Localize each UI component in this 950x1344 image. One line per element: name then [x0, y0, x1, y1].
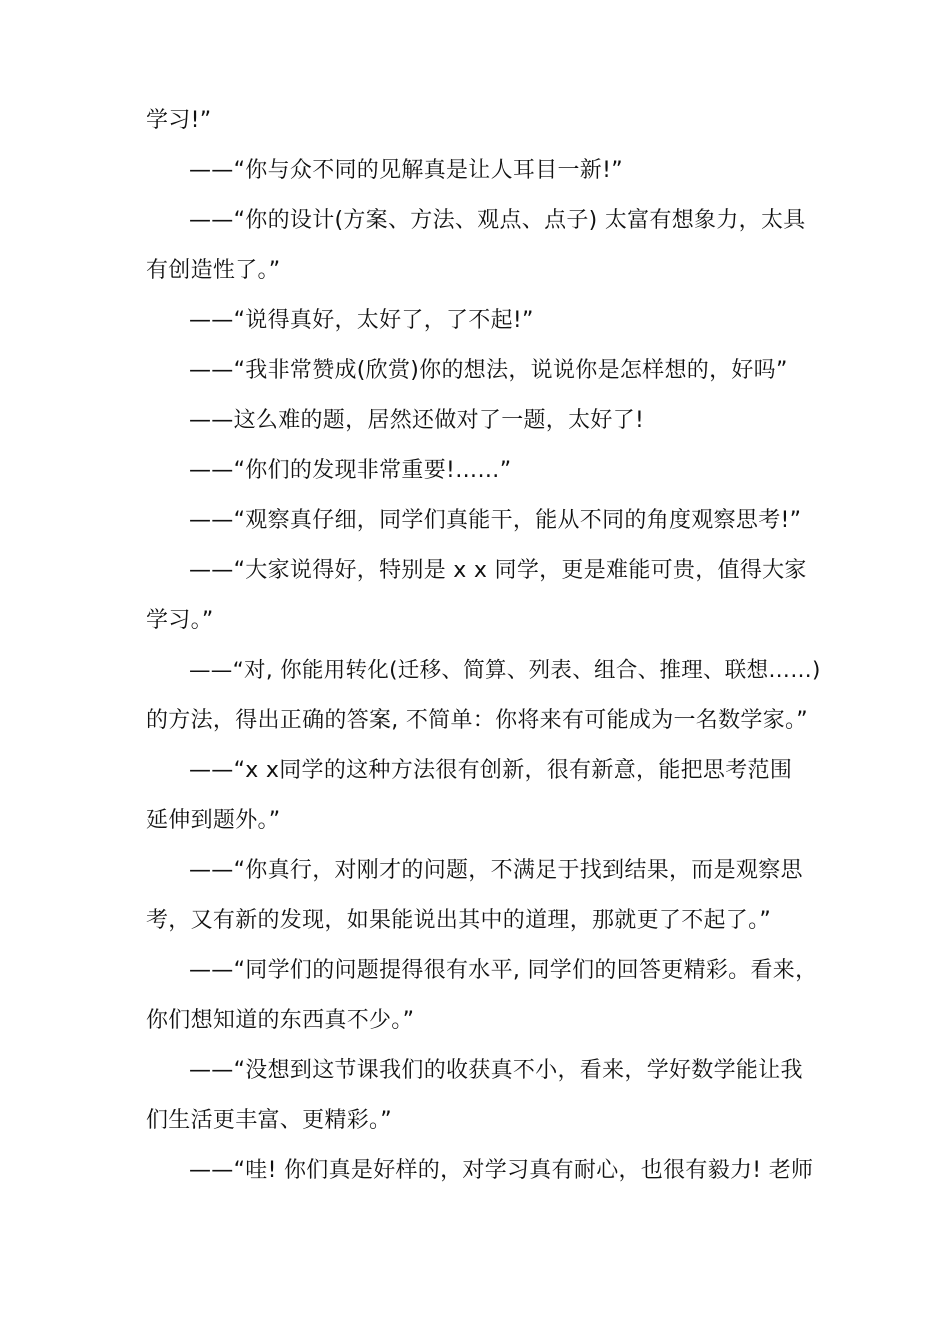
text-line: ——“对, 你能用转化(迁移、简算、列表、组合、推理、联想……)	[189, 658, 821, 683]
text-line: ——“你真行，对刚才的问题，不满足于找到结果，而是观察思	[189, 858, 803, 883]
text-line: 学习。”	[146, 608, 214, 633]
text-line: 们生活更丰富、更精彩。”	[146, 1108, 392, 1133]
text-line: ——“说得真好，太好了，了不起!”	[189, 308, 534, 333]
text-line: ——“我非常赞成(欣赏)你的想法，说说你是怎样想的，好吗”	[189, 358, 788, 383]
text-line: ——“你们的发现非常重要!……”	[189, 458, 512, 483]
text-line: ——“没想到这节课我们的收获真不小，看来，学好数学能让我	[189, 1058, 803, 1083]
text-line: ——“大家说得好，特别是 x x 同学，更是难能可贵，值得大家	[189, 558, 807, 583]
text-line: ——“哇! 你们真是好样的，对学习真有耐心，也很有毅力! 老师	[189, 1158, 814, 1183]
text-line: 你们想知道的东西真不少。”	[146, 1008, 415, 1033]
text-line: ——“观察真仔细，同学们真能干，能从不同的角度观察思考!”	[189, 508, 802, 533]
text-line: 考，又有新的发现，如果能说出其中的道理，那就更了不起了。”	[146, 908, 772, 933]
text-line: 延伸到题外。”	[146, 808, 281, 833]
text-line: ——“你与众不同的见解真是让人耳目一新!”	[189, 158, 623, 183]
text-line: ——“x x同学的这种方法很有创新，很有新意，能把思考范围	[189, 758, 793, 783]
text-line: 的方法，得出正确的答案, 不简单：你将来有可能成为一名数学家。”	[146, 708, 808, 733]
text-line: 有创造性了。”	[146, 258, 281, 283]
text-line: ——“你的设计(方案、方法、观点、点子) 太富有想象力，太具	[189, 208, 806, 233]
text-line: 学习!”	[146, 108, 212, 133]
text-line: ——这么难的题，居然还做对了一题，太好了!	[189, 408, 645, 433]
text-line: ——“同学们的问题提得很有水平, 同学们的回答更精彩。看来，	[189, 958, 818, 983]
